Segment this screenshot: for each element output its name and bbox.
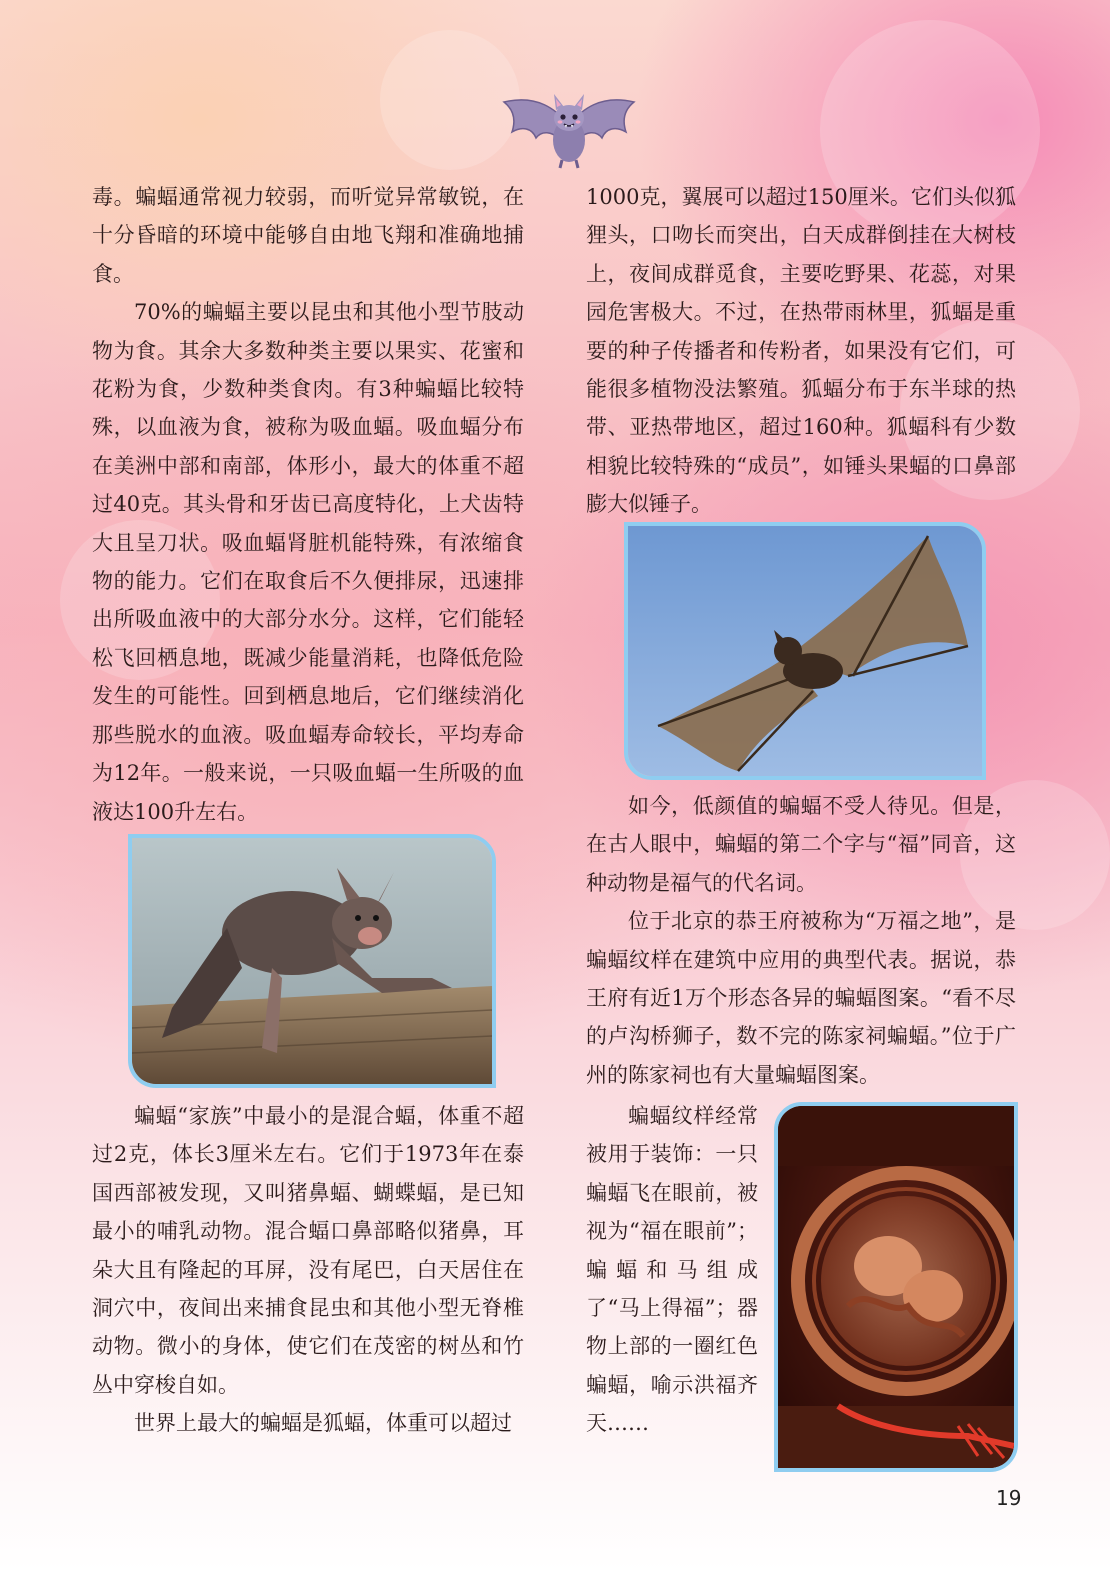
vampire-bat-photo xyxy=(128,834,496,1088)
paragraph: 70%的蝙蝠主要以昆虫和其他小型节肢动物为食。其余大多数种类主要以果实、花蜜和花粉为食，少数种类食肉。有3种蝙蝠比较特殊，以血液为食，被称为吸血蝠。吸血蝠分布在美洲中部和南部，体形小，最大的体重不超过40克。其头骨和牙齿已高度特化，上犬齿特大且呈刀状。吸血蝠肾脏机能特殊，有浓缩食物的能力。它们在取食后不久便排尿，迅速排出所吸血液中的大部分水分。这样，它们能轻松飞回栖息地，既减少能量消耗，也降低危险发生的可能性。回到栖息地后，它们继续消化那些脱水的血液。吸血蝠寿命较长，平均寿命为12年。一般来说，一只吸血蝠一生所吸的血液达100升左右。 xyxy=(92,300,524,824)
flying-fox-photo xyxy=(624,522,986,780)
right-text-column xyxy=(586,178,1016,524)
left-text-column xyxy=(92,178,524,831)
right-text-column-narrow xyxy=(586,1097,758,1443)
page-number: 19 xyxy=(996,1486,1022,1510)
paragraph: 蝙蝠“家族”中最小的是混合蝠，体重不超过2克，体长3厘米左右。它们于1973年在泰国西部被发现，又叫猪鼻蝠、蝴蝶蝠，是已知最小的哺乳动物。混合蝠口鼻部略似猪鼻，耳朵大且有隆起的耳屏，没有尾巴，白天居住在洞穴中，夜间出来捕食昆虫和其他小型无脊椎动物。微小的身体，使它们在茂密的树丛和竹丛中穿梭自如。 xyxy=(92,1104,524,1397)
paragraph: 如今，低颜值的蝙蝠不受人待见。但是，在古人眼中，蝙蝠的第二个字与“福”同音，这种动物是福气的代名词。 xyxy=(586,794,1016,895)
paragraph: 位于北京的恭王府被称为“万福之地”，是蝙蝠纹样在建筑中应用的典型代表。据说，恭王府有近1万个形态各异的蝙蝠图案。“看不尽的卢沟桥狮子，数不完的陈家祠蝙蝠。”位于广州的陈家祠也有大量蝙蝠图案。 xyxy=(586,909,1016,1087)
bat-carving-photo xyxy=(774,1102,1018,1472)
cartoon-bat-icon xyxy=(498,80,640,172)
paragraph: 蝙蝠纹样经常被用于装饰：一只蝙蝠飞在眼前，被视为“福在眼前”；蝙蝠和马组成了“马上得福”；器物上部的一圈红色蝙蝠，喻示洪福齐天…… xyxy=(586,1104,758,1436)
paragraph: 毒。蝙蝠通常视力较弱，而听觉异常敏锐，在十分昏暗的环境中能够自由地飞翔和准确地捕食。 xyxy=(92,185,524,286)
left-text-column-lower xyxy=(92,1097,524,1443)
paragraph: 世界上最大的蝙蝠是狐蝠，体重可以超过 xyxy=(134,1411,512,1436)
paragraph: 1000克，翼展可以超过150厘米。它们头似狐狸头，口吻长而突出，白天成群倒挂在大树枝上，夜间成群觅食，主要吃野果、花蕊，对果园危害极大。不过，在热带雨林里，狐蝠是重要的种子传播者和传粉者，如果没有它们，可能很多植物没法繁殖。狐蝠分布于东半球的热带、亚热带地区，超过160种。狐蝠科有少数相貌比较特殊的“成员”，如锤头果蝠的口鼻部膨大似锤子。 xyxy=(586,185,1016,517)
right-text-column-middle xyxy=(586,787,1016,1094)
